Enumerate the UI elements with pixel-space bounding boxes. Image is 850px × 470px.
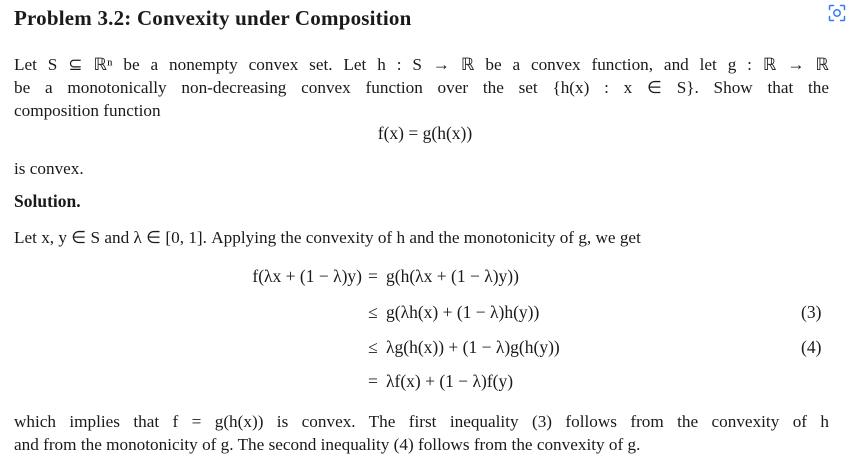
derivation-rhs: λf(x) + (1 − λ)f(y) — [386, 371, 514, 391]
derivation-row — [0, 266, 850, 290]
problem-line-1: Let S ⊆ ℝⁿ be a nonempty convex set. Let h : S → ℝ be a convex function, and let g : ℝ → ℝ — [14, 55, 829, 74]
solution-intro-line: Let x, y ∈ S and λ ∈ [0, 1]. Applying the convexity of h and the monotonicity of g, we get — [14, 228, 641, 247]
problem-statement — [14, 53, 829, 122]
derivation-relation: ≤ — [368, 302, 378, 322]
derivation-relation: = — [368, 371, 378, 391]
derivation-relation: ≤ — [368, 337, 378, 357]
conclusion-line-2: and from the monotonicity of g. The second inequality (4) follows from the convexity of g. — [14, 435, 641, 454]
derivation-relation: = — [368, 266, 378, 286]
solution-conclusion — [14, 410, 829, 456]
display-equation: f(x) = g(h(x)) — [377, 123, 473, 143]
solution-heading: Solution. — [14, 191, 81, 211]
derivation-row — [0, 337, 850, 361]
equation-tag-3: (3) — [801, 302, 822, 322]
derivation-row — [0, 371, 850, 395]
derivation-row — [0, 302, 850, 326]
screenshot-lens-icon[interactable] — [828, 4, 846, 22]
derivation-lhs: f(λx + (1 − λ)y) — [252, 266, 362, 286]
conclusion-line-1: which implies that f = g(h(x)) is convex. The first inequality (3) follows from the convexity of h — [14, 412, 829, 431]
equation-tag-4: (4) — [801, 337, 822, 357]
problem-conclusion — [14, 157, 829, 180]
solution-intro — [14, 226, 829, 249]
derivation-rhs: λg(h(x)) + (1 − λ)g(h(y)) — [386, 337, 560, 357]
derivation-rhs: g(λh(x) + (1 − λ)h(y)) — [386, 302, 540, 322]
problem-title: Problem 3.2: Convexity under Composition — [14, 6, 412, 30]
problem-line-4: is convex. — [14, 159, 84, 178]
derivation-rhs: g(h(λx + (1 − λ)y)) — [386, 266, 519, 286]
problem-line-3: composition function — [14, 101, 161, 120]
problem-line-2: be a monotonically non-decreasing convex function over the set {h(x) : x ∈ S}. Show that the — [14, 78, 829, 97]
